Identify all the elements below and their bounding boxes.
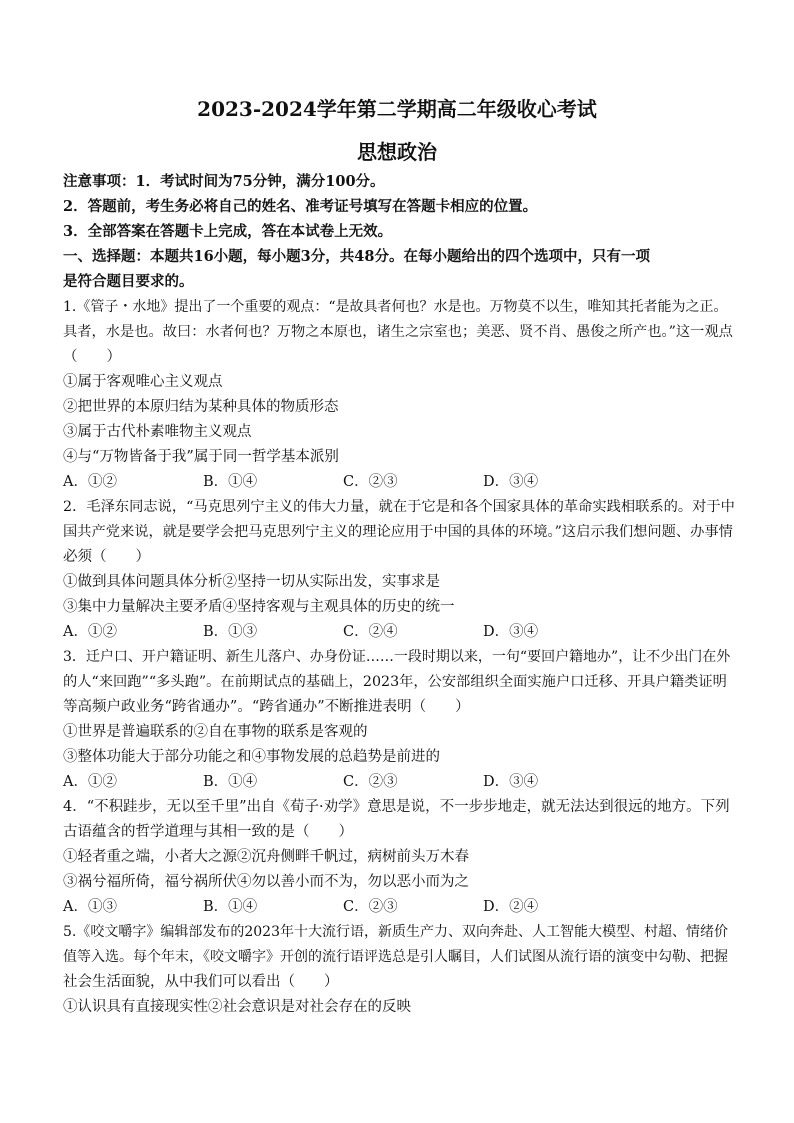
q1-statement-2: ②把世界的本原归结为某种具体的物质形态 (63, 399, 339, 415)
q5-stem-line-1: 5.《咬文嚼字》编辑部发布的2023年十大流行语，新质生产力、双向奔赴、人工智能大模型、村超、情绪价 (63, 924, 728, 940)
q1-stem-line-1: 1.《管子・水地》提出了一个重要的观点：“是故具者何也？水是也。万物莫不以生，唯知其托者能为之正。 (63, 299, 728, 315)
q2-option-b[interactable]: B．①③ (203, 624, 258, 640)
q4-option-b[interactable]: B．①④ (203, 899, 258, 915)
q3-options (63, 772, 738, 792)
q3-stem-line-2: 的人“来回跑”“多头跑”。在前期试点的基础上，2023年，公安部组织全面实施户口迁移、开具户籍类证明 (63, 674, 727, 690)
q5-statement-1: ①认识具有直接现实性②社会意识是对社会存在的反映 (63, 999, 411, 1015)
q4-options (63, 897, 738, 917)
q3-option-a[interactable]: A．①② (63, 774, 117, 790)
q2-options (63, 622, 738, 642)
q3-option-d[interactable]: D．③④ (483, 774, 539, 790)
q1-statement-1: ①属于客观唯心主义观点 (63, 374, 223, 390)
q5-stem-line-3: 社会生活面貌，从中我们可以看出（ ） (63, 974, 339, 990)
q3-option-b[interactable]: B．①④ (203, 774, 258, 790)
q4-option-c[interactable]: C．②③ (343, 899, 398, 915)
q1-stem-line-2: 具者，水是也。故曰：水者何也？万物之本原也，诸生之宗室也；美恶、贤不肖、愚俊之所产也。”这一观点 (63, 324, 733, 340)
q1-option-b[interactable]: B．①④ (203, 474, 258, 490)
note-2: 2．答题前，考生务必将自己的姓名、准考证号填写在答题卡相应的位置。 (63, 198, 538, 215)
section-heading-line-1: 一、选择题：本题共16小题，每小题3分，共48分。在每小题给出的四个选项中，只有一项 (63, 248, 650, 265)
q4-statement-1: ①轻者重之端，小者大之源②沉舟侧畔千帆过，病树前头万木春 (63, 849, 469, 865)
q4-option-d[interactable]: D．②④ (483, 899, 539, 915)
q3-statement-1: ①世界是普遍联系的②自在事物的联系是客观的 (63, 724, 368, 740)
note-3: 3．全部答案在答题卡上完成，答在本试卷上无效。 (63, 223, 393, 240)
q2-statement-2: ③集中力量解决主要矛盾④坚持客观与主观具体的历史的统一 (63, 599, 455, 615)
q1-statement-3: ③属于古代朴素唯物主义观点 (63, 424, 252, 440)
q1-option-a[interactable]: A．①② (63, 474, 117, 490)
q1-option-c[interactable]: C．②③ (343, 474, 398, 490)
q3-stem-line-1: 3．迁户口、开户籍证明、新生儿落户、办身份证……一段时期以来，一句“要回户籍地办”，让不少出门在外 (63, 649, 731, 665)
q2-option-d[interactable]: D．③④ (483, 624, 539, 640)
subject-title: 思想政治 (357, 140, 437, 164)
q4-option-a[interactable]: A．①③ (63, 899, 117, 915)
q2-statement-1: ①做到具体问题具体分析②坚持一切从实际出发，实事求是 (63, 574, 440, 590)
q1-option-d[interactable]: D．③④ (483, 474, 539, 490)
q3-option-c[interactable]: C．②③ (343, 774, 398, 790)
section-heading-line-2: 是符合题目要求的。 (63, 273, 194, 290)
q2-stem-line-3: 必须（ ） (63, 549, 150, 565)
q1-statement-4: ④与“万物皆备于我”属于同一哲学基本派别 (63, 449, 339, 465)
q1-stem-line-3: （ ） (63, 349, 121, 365)
q4-stem-line-1: 4．“不积跬步，无以至千里”出自《荀子·劝学》意思是说，不一步步地走，就无法达到很远的地方。下列 (63, 799, 730, 815)
q2-option-c[interactable]: C．②④ (343, 624, 398, 640)
q3-stem-line-3: 等高频户政业务“跨省通办”。“跨省通办”不断推进表明（ ） (63, 699, 470, 715)
q2-option-a[interactable]: A．①② (63, 624, 117, 640)
q4-statement-2: ③祸兮福所倚，福兮祸所伏④勿以善小而不为，勿以恶小而为之 (63, 874, 469, 890)
q2-stem-line-1: 2．毛泽东同志说，“马克思列宁主义的伟大力量，就在于它是和各个国家具体的革命实践相联系的。对于中 (63, 499, 735, 515)
exam-title: 2023-2024学年第二学期高二年级收心考试 (197, 97, 597, 121)
note-1: 注意事项：1．考试时间为75分钟，满分100分。 (63, 173, 385, 190)
q4-stem-line-2: 古语蕴含的哲学道理与其相一致的是（ ） (63, 824, 353, 840)
q5-stem-line-2: 值等入选。每个年末，《咬文嚼字》开创的流行语评选总是引人瞩目，人们试图从流行语的演变中勾勒、把握 (63, 949, 728, 965)
q3-statement-2: ③整体功能大于部分功能之和④事物发展的总趋势是前进的 (63, 749, 440, 765)
q1-options (63, 472, 738, 492)
q2-stem-line-2: 国共产党来说，就是要学会把马克思列宁主义的理论应用于中国的具体的环境。”这启示我们想问题、办事情 (63, 524, 733, 540)
